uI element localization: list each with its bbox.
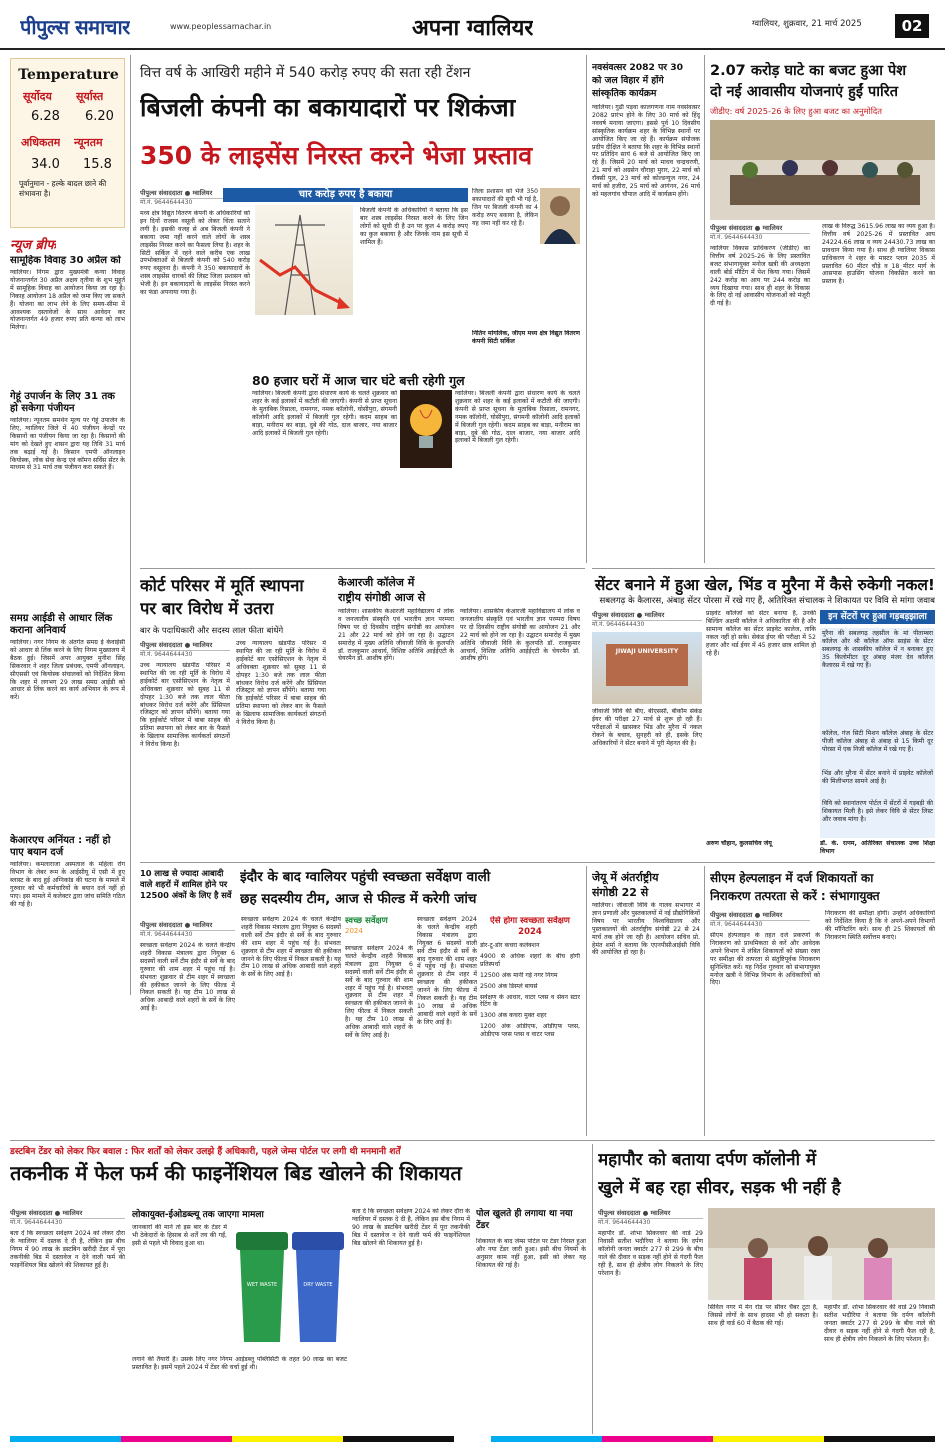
sunrise-label: सूर्योदय <box>23 90 52 103</box>
weather-title: Temperature <box>18 67 119 83</box>
forecast: पूर्वानुमान - हल्के बादल छाने की संभावना है। <box>19 179 107 198</box>
max-value: 34.0 <box>31 157 60 172</box>
sunrise-value: 6.28 <box>31 109 60 124</box>
dateline: ग्वालियर, शुक्रवार, 21 मार्च 2025 <box>752 19 862 29</box>
brief-head-3: केआरएच अनिंयत : नहीं हो पाए बयान दर्ज <box>10 835 111 858</box>
mayor-byline: पीपुल्स संवाददाता ● ग्वालियर <box>598 1208 703 1219</box>
brief-text-2: ग्वालियर। नगर निगम के अंतर्गत समग्र ई केवाईसी को आधार से लिंक करने के लिए निगम मुख्यालय में बैठक हुई। जिसमें अपर आयुक्त मुनीश सिंह सिकरवार ने शहर जिला प्रबंधक, एमपी ऑनलाइन, सीएससी एवं कियोस्क संचालकों को निर्देशित किया कि शहर में लगभग 29 लाख समग्र आईडी को आधार से लिंक करने का कार्य अभियान के रूप में करें। <box>10 639 125 702</box>
center-box-text-4: विवि को स्थानांतरण पोर्टल में सेंटरों में गड़बड़ी की शिकायत मिली है। इसे लेकर विवि से सेंटर लिस्ट और जवाब मांगा है। <box>820 798 935 838</box>
pole-head: पोल खुलते ही लगाया था नया टेंडर <box>476 1209 573 1231</box>
swachh-box-item-2: 12500 अंक मानी गई नगर निगम <box>480 971 558 979</box>
brief-head-2: समग्र आईडी से आधार लिंक कराना अनिवार्य <box>10 613 113 636</box>
lead-head-1: बिजली कंपनी का बकायादारों पर शिकंजा <box>140 93 516 122</box>
swachh-mob: मो.नं. 9644644430 <box>140 931 193 938</box>
mayor-head-1: महापौर को बताया दर्पण कॉलोनी में <box>598 1150 817 1170</box>
court-head-2: पर बार विरोध में उतरा <box>140 599 274 618</box>
swachh-box-item-1: 4900 से अधिक शहरों के बीच होगी प्रतिस्पर्धा <box>480 952 580 968</box>
kr-text-2: ग्वालियर। शासकीय केआरजी महाविद्यालय में लोक व जनजातीय संस्कृति एवं भारतीय ज्ञान परम्परा विषय पर दो दिवसीय राष्ट्रीय संगोष्ठी का आयोजन 21 और 22 मार्च को होने जा रहा है। उद्घाटन समारोह में मुख्य अतिथि जीवाजी विवि के कुलपति डॉ. राजकुमार आचार्य, विशिष्ट अतिथि आईईएटी के चेयरमैन डॉ. आशीष होंगे। <box>460 608 580 663</box>
min-label: न्यूनतम <box>74 136 103 149</box>
center-text: जीवाजी विवि की बीए, बीएससी, बीकॉम सेकंड ईयर की परीक्षा 27 मार्च से शुरू हो रही हैं। परीक्षाओं में खासकर भिंड और मुरैना में नकल रोकने के बचाव, सुनहरी को ही, इसके लिए अधिकारियों ने सेंटर बनाने में पूरी मेहनत की है। <box>592 708 702 747</box>
budget-sub: जीडीए: वर्ष 2025-26 के लिए हुआ बजट का अनुमोदित <box>710 106 883 116</box>
official-photo <box>540 188 580 244</box>
cm-head-1: सीएम हेल्पलाइन में दर्ज शिकायतों का <box>710 871 874 885</box>
court-byline: पीपुल्स संवाददाता ● ग्वालियर <box>140 640 230 651</box>
mayor-text: महापौर डॉ. शोभा सिकरवार की वार्ड 29 निवासी सतीश भदौरिया ने बताया कि दर्पण कॉलोनी जनता क्वार्टर 277 से 299 के बीच नाले की दीवार व सड़क नहीं होने से गंदगी फैल रही है, साथ ही क्षेत्रीय लोग निकलने के लिए परेशान हैं। <box>598 1230 703 1277</box>
cm-byline: पीपुल्स संवाददाता ● ग्वालियर <box>710 910 810 921</box>
brief-head-0: सामूहिक विवाह 30 अप्रैल को <box>10 255 121 266</box>
budget-head-2: दो नई आवासीय योजनाएं हुईं पारित <box>710 84 898 100</box>
news-brief-label: न्यूज ब्रीफ <box>10 238 57 253</box>
budget-text-2: लाख के विरुद्ध 3615.96 लाख का व्यय हुआ है। वित्तीय वर्ष 2025-26 में प्रस्तावित आय 24224.66 लाख व व्यय 24430.73 लाख का प्रावधान किया गया है। साथ ही ग्वालियर विकास प्राधिकरण ने शहर के मास्टर प्लान 2035 में प्रस्तावित 60 मीटर चौड़े व 18 मीटर मार्ग के आसपास हाउसिंग योजना विकसित करने का प्रस्ताव है। <box>822 223 935 286</box>
swachh-head-1: इंदौर के बाद ग्वालियर पहुंची स्वच्छता सर्वेक्षण वाली <box>240 869 491 885</box>
bin-label-wet: WET WASTE <box>246 1282 278 1288</box>
power-head: 80 हजार घरों में आज चार घंटे बत्ती रहेगी गुल <box>252 373 465 388</box>
center-box-head: इन सेंटरों पर हुआ गड़बड़झाला <box>820 610 935 624</box>
section-title: अपना ग्वालियर <box>412 16 534 41</box>
weather-box <box>10 58 125 228</box>
lead-mob: मो.नं. 9644644430 <box>140 199 193 206</box>
cm-text: सीएम हेल्पलाइन के तहत दर्ज प्रकरणों के निराकरण को प्राथमिकता से करें और आवेदक अपने विभाग में लंबित शिकायतों को संख्या रक्त पर समीक्षा की तत्परता से संतुष्टिपूर्वक निराकरण सुनिश्चित करें। यह निर्देश गुरुवार को संभागायुक्त मनोज खत्री ने विभिन्न विभाग के अधिकारियों को दिए। <box>710 932 820 987</box>
budget-mob: मो.नं. 9644644430 <box>710 234 763 241</box>
brief-head-1: गेहूं उपार्जन के लिए 31 तक हो सकेगा पंजीयन <box>10 391 115 414</box>
center-mob: मो.नं. 9644644430 <box>592 621 645 628</box>
swachh-logo-year: 2024 <box>345 927 363 935</box>
swachh-box-item-4: सर्वेक्षण के आधार, वाटर प्लस व सेवन स्टार रेटिंग के <box>480 993 580 1009</box>
university-sign: JIWAJI UNIVERSITY <box>615 648 679 655</box>
court-sub: बार के पदाधिकारी और सदस्य लाल फीता बांधेंगे <box>140 625 284 635</box>
brief-column <box>10 255 125 995</box>
lead-box-head: चार करोड़ रुपए है बकाया <box>223 188 468 202</box>
navsam-head-3: सांस्कृतिक कार्यक्रम <box>592 88 657 99</box>
swachh-text-3: स्वच्छता सर्वेक्षण 2024 के चलते केन्द्रीय शहरी विकास मंत्रालय द्वारा नियुक्त 6 सदस्यों वाली सर्वे टीम इंदौर से सर्वे के बाद गुरुवार की शाम शहर में पहुंच गई है। संभवतः शुक्रवार से टीम शहर में स्वच्छता की हकीकत जानने के लिए फील्ड में निकल सकती है। यह टीम 10 लाख से अधिक आबादी वाले शहरों के सर्वे के लिए आई है। <box>345 945 413 1039</box>
budget-head-1: 2.07 करोड़ घाटे का बजट हुआ पेश <box>710 63 907 79</box>
dustbin-photo <box>230 1222 350 1352</box>
bulb-graphic <box>400 390 452 468</box>
jeyu-head-2: संगोष्ठी 22 से <box>592 886 649 899</box>
center-byline: पीपुल्स संवाददाता ● ग्वालियर <box>592 610 702 621</box>
kr-head-2: राष्ट्रीय संगोष्ठी आज से <box>338 591 426 604</box>
brief-text-3: ग्वालियर। कमलाराजा अस्पताल के महिला रोग विभाग के लेबर रूम के आईसीयू में एसी में हुए ब्लास्ट के बाद हुई अग्निकांड की घटना के मामले में गुरुवार को भी कर्मचारियों के बयान दर्ज नहीं हो पाए। इस मामले में कलेक्टर द्वारा जांच समिति गठित की गई है। <box>10 861 125 908</box>
lead-box-text: बिजली कंपनी के अधिकारियों ने बताया कि इस बार शस्त्र लाइसेंस निरस्त करने के लिए जिन लोगों को सूची दी है उन पर कुल 4 करोड़ रुपए का कुल बकाया है और जिनके नाम इस सूची में शामिल हैं। <box>360 207 468 246</box>
center-box-text-2: कॉलेज, गंज सिटी मिशन कॉलेज अंबाह के सेंटर पीजी कॉलेज अंबाह से अंबाह से 15 किमी दूर पोरसा में एक निजी कॉलेज में रखे गए हैं। <box>820 728 935 768</box>
kr-head-1: केआरजी कॉलेज में <box>338 576 415 589</box>
jiwaji-university-photo <box>592 632 702 704</box>
swachh-byline: पीपुल्स संवाददाता ● ग्वालियर <box>140 920 235 931</box>
mayor-mob: मो.नं. 9644644430 <box>598 1219 651 1226</box>
lead-name-caption: नितिन मांगलिक, जीएम मध्य क्षेत्र विद्युत वितरण कंपनी सिटी सर्किल <box>472 330 580 345</box>
swachh-logo <box>345 915 395 943</box>
brief-text-0: ग्वालियर। निगम द्वारा मुख्यमंत्री कन्या विवाह योजनान्तर्गत 30 अप्रैल अक्षय तृतीया के शुभ मुहूर्त में सामूहिक विवाह का आयोजन किया जा रहा है। निकाह आयोजन 18 अप्रैल को जमा किए जा सकते हैं। योजना का लाभ लेने के लिए समय-सीमा में आवश्यक दस्तावेजों के साथ आवेदन कर योजनान्तर्गत 49 हजार रुपए प्रति कन्या को लाभ मिलेगा। <box>10 269 125 332</box>
print-color-bar <box>10 1436 935 1442</box>
court-text-2: उच्च न्यायालय खंडपीठ परिसर में स्थापित की जा रही मूर्ति के विरोध में हाईकोर्ट बार एसोसिएशन के नेतृत्व में अधिवक्ता शुक्रवार को सुबह 11 से दोपहर 1:30 बजे तक लाल फीता बांधकर विरोध दर्ज करेंगे और प्रिंसिपल रजिस्ट्रार को ज्ञापन सौंपेंगे। बताया गया कि हाईकोर्ट परिसर में बाबा साहब की प्रतिमा स्थापना को लेकर बार के फैसले के खिलाफ सामाजिक कार्यकर्ता संगठनों ने विरोध किया है। <box>236 640 326 727</box>
center-name: डॉ. के. रत्नम, अतिरिक्त संचालक उच्च शिक्षा विभाग <box>820 840 935 855</box>
swachh-box-item-6: 1200 अंक ओडीएफ, ओडीएफ प्लस, ओडीएफ प्लस प्लस व वाटर प्लस <box>480 1023 580 1039</box>
mayor-text-2: सिविल नगर में मेन रोड पर सीवर चैंबर टूटा है, जिससे लोगों के साथ हादसा भी हो सकता है। साथ ही वार्ड 60 में बैठक की गई। <box>708 1304 818 1327</box>
min-value: 15.8 <box>83 157 112 172</box>
swachh-head-2: छह सदस्यीय टीम, आज से फील्ड में करेगी जांच <box>240 891 477 907</box>
power-text: ग्वालियर। बिजली कंपनी द्वारा संधारण कार्य के चलते शुक्रवार को शहर के कई इलाकों में कटौती की जाएगी। कंपनी से प्राप्त सूचना के मुताबिक रिसाला, रामनगर, नमक कॉलोनी, घोसीपुरा, संगमनी कॉलोनी आदि इलाकों में बिजली गुल रहेगी। कदम साहब का बाड़ा, मनीराम का बाड़ा, दुबे की गोठ, दाल बाजार, नया बाजार आदि इलाकों में बिजली गुल रहेगी। <box>252 390 397 437</box>
lead-photo-caption: जिला प्रशासन को भेजे 350 बकायादारों की सूची भी गई है, जिन पर बिजली कंपनी का 4 करोड़ रुपए बकाया है, लेकिन यह जमा नहीं कर रहे हैं। <box>472 188 538 227</box>
cm-head-2: निराकरण तत्परता से करें : संभागायुक्त <box>710 889 880 903</box>
court-text: उच्च न्यायालय खंडपीठ परिसर में स्थापित की जा रही मूर्ति के विरोध में हाईकोर्ट बार एसोसिएशन के नेतृत्व में अधिवक्ता शुक्रवार को सुबह 11 से दोपहर 1:30 बजे तक लाल फीता बांधकर विरोध दर्ज करेंगे और प्रिंसिपल रजिस्ट्रार को ज्ञापन सौंपेंगे। बताया गया कि हाईकोर्ट परिसर में बाबा साहब की प्रतिमा स्थापना को लेकर बार के फैसले के खिलाफ सामाजिक कार्यकर्ता संगठनों ने विरोध किया है। <box>140 662 230 749</box>
kr-text: ग्वालियर। शासकीय केआरजी महाविद्यालय में लोक व जनजातीय संस्कृति एवं भारतीय ज्ञान परम्परा विषय पर दो दिवसीय राष्ट्रीय संगोष्ठी का आयोजन 21 और 22 मार्च को होने जा रहा है। उद्घाटन समारोह में मुख्य अतिथि जीवाजी विवि के कुलपति डॉ. राजकुमार आचार्य, विशिष्ट अतिथि आईईएटी के चेयरमैन डॉ. आशीष होंगे। <box>338 608 454 663</box>
masthead <box>0 0 945 50</box>
pole-text: शिकायत के बाद जेम्स पोर्टल पर टेंडर निरस्त हुआ और नया टेंडर जारी हुआ। इसी बीच नियमों के अनुसार काम नहीं हुआ, इसी को लेकर यह शिकायत की गई है। <box>476 1238 586 1269</box>
court-head-1: कोर्ट परिसर में मूर्ति स्थापना <box>140 576 304 595</box>
budget-byline: पीपुल्स संवाददाता ● ग्वालियर <box>710 223 810 234</box>
dustbin-byline: पीपुल्स संवाददाता ● ग्वालियर <box>10 1208 125 1219</box>
jeyu-text: ग्वालियर। जीवाजी विवि के गालव सभागार में ज्ञान प्रणाली और पुस्तकालयों में नई प्रौद्योगिकियों विषय पर भारतीय विश्वविद्यालय और पुस्तकालयों की अंतर्राष्ट्रीय संगोष्ठी 22 से 24 मार्च तक होने जा रही है। आयोजन सचिव प्रो. हेमंत शर्मा ने बताया कि एएनपीसीआईसी विवि की आयोजित हो रहा है। <box>592 902 700 957</box>
dustbin-mob: मो.नं. 9644644430 <box>10 1219 63 1226</box>
dustbin-text: बता दें कि स्वच्छता सर्वेक्षण 2024 को लेकर दौरा के ग्वालियर में दस्तक दे दी है, लेकिन इस बीच निगम में 90 लाख के डस्टबिन खरीदी टेंडर में पूरा तकनीकी बिड में दस्तावेज न देने वाली फर्म की फाइनेंशियल बिड खोलने की शिकायत हुई है। <box>10 1230 125 1269</box>
lead-head-2: 350 के लाइसेंस निरस्त करने भेजा प्रस्ताव <box>140 141 533 170</box>
center-head: सेंटर बनाने में हुआ खेल, भिंड व मुरैना में कैसे रुकेगी नकल! <box>594 576 935 594</box>
dustbin-kicker: डस्टबिन टेंडर को लेकर फिर बवाल : फिर शर्तों को लेकर उलझे हैं अधिकारी, पहले जेम्स पोर्टल पर लगी थी मनमानी शर्तें <box>10 1147 401 1157</box>
dustbin-text-3: लगाने की तैयारी है। उसके लिए नगर निगम आईडब्लू पब्लिसिटी के तहत 90 लाख का बजट प्रस्तावित है। इसमें पहले 2024 में टेंडर की चर्चा हुई थी। <box>132 1356 347 1371</box>
center-sub: सबलगढ़ के कैलारस, अंबाह सेंटर पोरसा में रखे गए हैं, अतिरिक्त संचालक ने शिकायत पर विवि से मांगा जवाब <box>599 596 935 606</box>
lead-text: मध्य क्षेत्र विद्युत वितरण कंपनी के अधिकारियों को इन दिनों राजस्व वसूली को लेकर चिंता सताने लगी है। इसकी वजह से अब बिजली कंपनी ने बकाया जमा नहीं करने वाले लोगों के शस्त्र लाइसेंस निरस्त करने का फैसला लिया है। शहर के सिटी सर्किल में रहने वाले करीब एक लाख उपभोक्ताओं से बिजली कंपनी को 540 करोड़ रुपए वसूलना है। कंपनी ने 350 बकायादारों के शस्त्र लाइसेंस धारकों की लिस्ट जिला प्रशासन को भेजी है। इन बकायादारों के लाइसेंस निरस्त करने का फंडा अपनाया गया है। <box>140 210 250 297</box>
swachh-logo-text: स्वच्छ सर्वेक्षण <box>345 916 388 926</box>
center-box-text-3: भिंड और मुरैना में सेंटर बनाने में प्राइवेट कॉलेजों की मिलीभगत सामने आई है। <box>820 768 935 798</box>
page-number: 02 <box>895 14 929 38</box>
center-author-line: अरुण चौहान, कुलसचिव जेयू <box>706 840 772 847</box>
budget-text: ग्वालियर विकास प्राधिकरण (जीडीए) का वित्तीय वर्ष 2025-26 के लिए प्रस्तावित बजट संभागायुक्त मनोज खत्री की अध्यक्षता वाली बोर्ड मीटिंग में पेश किया गया। जिसमें 242 करोड़ का आय पर 244 करोड़ का व्यय दिखाया गया। साथ ही शहर के विकास के लिए दो नई आवासीय योजनाओं को मंजूरी दी गई है। <box>710 245 810 308</box>
center-box-text: मुरैना की सबलगढ़ तहसील के मां पीताम्बरा कॉलेज और श्री कॉलेज ऑफ साइंस के सेंटर सबलगढ़ के शासकीय कॉलेज में न बनाकर हुए 35 किलोमीटर दूर अंबाह मंजर देव कॉलेज कैलारस में रखे गए हैं। <box>820 628 935 728</box>
swachh-left-head: 10 लाख से ज्यादा आबादी वाले शहरों में शामिल होने पर 12500 अंकों के लिए है सर्वे <box>140 868 232 900</box>
dustbin-head: तकनीक में फेल फर्म की फाइनेंशियल बिड खोलने की शिकायत <box>10 1161 462 1185</box>
budget-meeting-photo <box>710 120 935 220</box>
mayor-photo <box>708 1208 935 1300</box>
dustbin-box-head: लोकायुक्त-ईओडब्ल्यू तक जाएगा मामला <box>132 1210 264 1220</box>
cm-mob: मो.नं. 9644644430 <box>710 921 763 928</box>
power-text-2: ग्वालियर। बिजली कंपनी द्वारा संधारण कार्य के चलते शुक्रवार को शहर के कई इलाकों में कटौती की जाएगी। कंपनी से प्राप्त सूचना के मुताबिक रिसाला, रामनगर, नमक कॉलोनी, घोसीपुरा, संगमनी कॉलोनी आदि इलाकों में बिजली गुल रहेगी। कदम साहब का बाड़ा, मनीराम का बाड़ा, दुबे की गोठ, दाल बाजार, नया बाजार आदि इलाकों में बिजली गुल रहेगी। <box>455 390 580 445</box>
jeyu-head-1: जेयू में अंतर्राष्ट्रीय <box>592 871 659 884</box>
swachh-box <box>480 916 580 1132</box>
website: www.peoplessamachar.in <box>170 22 272 31</box>
max-label: अधिकतम <box>21 136 61 149</box>
swachh-text-4: स्वच्छता सर्वेक्षण 2024 के चलते केन्द्रीय शहरी विकास मंत्रालय द्वारा नियुक्त 6 सदस्यों वाली सर्वे टीम इंदौर से सर्वे के बाद गुरुवार की शाम शहर में पहुंच गई है। संभवतः शुक्रवार से टीम शहर में स्वच्छता की हकीकत जानने के लिए फील्ड में निकल सकती है। यह टीम 10 लाख से अधिक आबादी वाले शहरों के सर्वे के लिए आई है। <box>417 916 477 1026</box>
court-mob: मो.नं. 9644644430 <box>140 651 193 658</box>
navsam-head-1: नवसंवत्सर 2082 पर 30 <box>592 62 684 73</box>
bin-label-dry: DRY WASTE <box>303 1282 333 1288</box>
navsam-text: ग्वालियर। गुढी पड़वा कालगणना नाम नवसंवत्सर 2082 प्रारंभ होने के लिए 30 मार्च को हिंदू नववर्ष मनाया जाएगा। इससे पूर्व 10 दिवसीय सांस्कृतिक कार्यक्रम शहर के विभिन्न स्थानों पर आयोजित किए जा रहे हैं। कार्यक्रम संयोजक प्रदीप दीक्षित ने बताया कि शहर के विभिन्न स्थानों पर प्रतिदिन सायं 6 बजे से आयोजित किए जा रहे हैं। जिसमें 20 मार्च को माधव चन्द्रचरणी, 21 मार्च को अग्रसेन चौराहा मुरार, 22 मार्च को रॉक्सी पुल, 23 मार्च को कोल्डन्युज नगर, 24 मार्च को हजीरा, 25 मार्च को आगंनन, 26 मार्च को महलगांव चौपाल आदि में कार्यक्रम होंगे। <box>592 104 700 198</box>
navsam-head-2: को जल विहार में होंगे <box>592 75 664 86</box>
swachh-text: स्वच्छता सर्वेक्षण 2024 के चलते केन्द्रीय शहरी विकास मंत्रालय द्वारा नियुक्त 6 सदस्यों वाली सर्वे टीम इंदौर से सर्वे के बाद गुरुवार की शाम शहर में पहुंच गई है। संभवतः शुक्रवार से टीम शहर में स्वच्छता की हकीकत जानने के लिए फील्ड में निकल सकती है। यह टीम 10 लाख से अधिक आबादी वाले शहरों के सर्वे के लिए आई है। <box>140 942 235 1013</box>
dustbin-text-2: जानकारों की मानें तो इस बार के टेंडर में भी ठेकेदारों के हिसाब से शर्तें तय की गईं, इसी से पहले भी विवाद हुआ था। <box>132 1224 227 1247</box>
sunset-value: 6.20 <box>85 109 114 124</box>
cm-text-2: निराकरण की समीक्षा होगी। उन्होंने अधिकारियों को निर्देशित किया है कि वे अपने-अपने विभागों की मॉनिटरिंग करें। साथ ही 25 शिकायतों की निराकरण स्थिति सर्वोत्तम बनाएं। <box>825 910 935 941</box>
dustbin-text-4: बता दें कि स्वच्छता सर्वेक्षण 2024 को लेकर दौरा के ग्वालियर में दस्तक दे दी है, लेकिन इस बीच निगम में 90 लाख के डस्टबिन खरीदी टेंडर में पूरा तकनीकी बिड में दस्तावेज न देने वाली फर्म की फाइनेंशियल बिड खोलने की शिकायत हुई है। <box>352 1208 470 1247</box>
pylon-graphic <box>255 205 353 315</box>
mayor-text-3: महापौर डॉ. शोभा सिकरवार की वार्ड 29 निवासी सतीश भदौरिया ने बताया कि दर्पण कॉलोनी जनता क्वार्टर 277 से 299 के बीच नाले की दीवार व सड़क नहीं होने से गंदगी फैल रही है, साथ ही क्षेत्रीय लोग निकलने के लिए परेशान हैं। <box>824 1304 935 1343</box>
sunset-label: सूर्यास्त <box>76 90 104 103</box>
swachh-box-item-5: 1300 अंक कचरा मुक्त शहर <box>480 1012 547 1020</box>
swachh-box-item-0: डोर-टू-डोर कचरा कलेक्शन <box>480 942 540 949</box>
brief-text-1: ग्वालियर। न्यूनतम समर्थन मूल्य पर गेहूं उपार्जन के लिए, ग्वालियर जिले में 40 पंजीयन केन्द्रों पर किसानों का पंजीयन किया जा रहा है। किसानों की मांग को देखते हुए शासन द्वारा यह तिथि 31 मार्च तक बढ़ाई गई है। किसान एमपी ऑनलाइन कियोस्क, लोक सेवा केन्द्र एवं कॉमन सर्विस सेंटर के माध्यम से 31 मार्च तक पंजीयन करा सकते हैं। <box>10 417 125 472</box>
swachh-box-title: ऐसे होगा स्वच्छता सर्वेक्षण 2024 <box>490 916 570 937</box>
lead-kicker: वित्त वर्ष के आखिरी महीने में 540 करोड़ रुपए की सता रही टेंशन <box>140 65 471 81</box>
logo: पीपुल्स समाचार <box>20 15 130 39</box>
center-text-2: प्राइवेट कॉलेजों को सेंटर बनाया है, उनकी बिल्डिंग अक्षमी कॉलेज ने अधिकारिता की है और सामान्य कॉलेज का सेंटर प्राइवेट कालेज, ताकि नकल नहीं हो सके। सेकंड ईयर की परीक्षा में 52 हजार और थर्ड ईयर में 45 हजार छात्र शामिल हो रहे हैं। <box>706 610 816 657</box>
swachh-text-2: स्वच्छता सर्वेक्षण 2024 के चलते केन्द्रीय शहरी विकास मंत्रालय द्वारा नियुक्त 6 सदस्यों वाली सर्वे टीम इंदौर से सर्वे के बाद गुरुवार की शाम शहर में पहुंच गई है। संभवतः शुक्रवार से टीम शहर में स्वच्छता की हकीकत जानने के लिए फील्ड में निकल सकती है। यह टीम 10 लाख से अधिक आबादी वाले शहरों के सर्वे के लिए आई है। <box>241 916 341 979</box>
lead-byline: पीपुल्स संवाददाता ● ग्वालियर <box>140 188 224 199</box>
mayor-head-2: खुले में बह रहा सीवर, सड़क भी नहीं है <box>598 1178 841 1198</box>
swachh-box-item-3: 2500 अंक डिस्प्ले बायर्स <box>480 982 538 990</box>
